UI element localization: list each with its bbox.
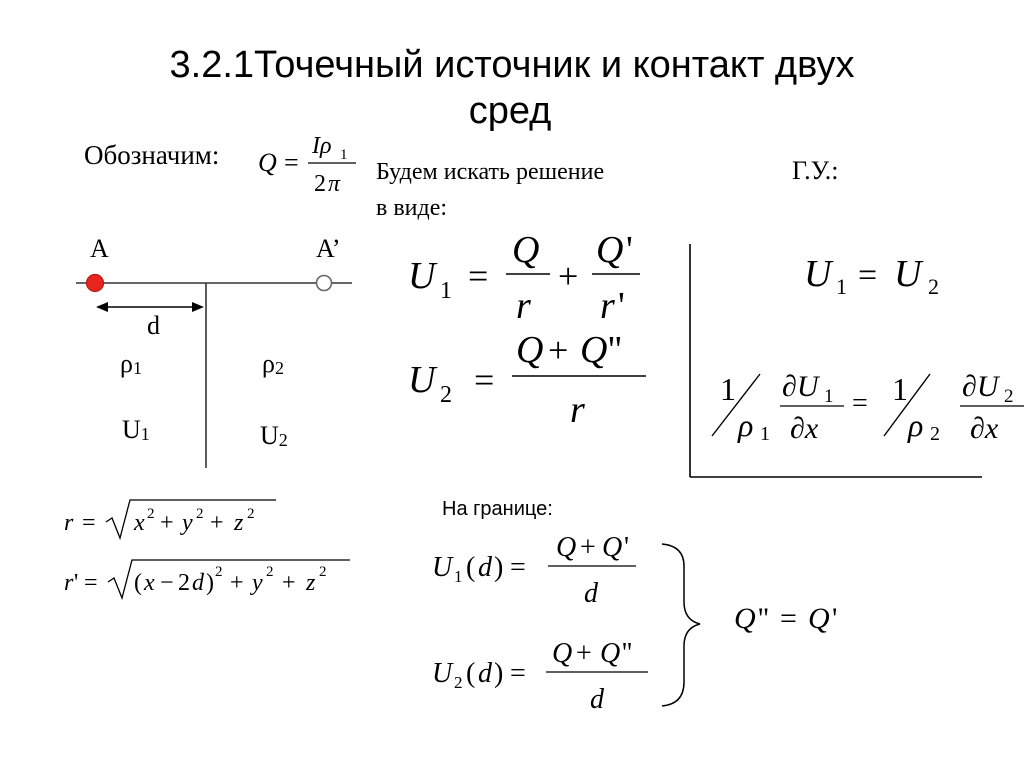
- bc-label: Г.У.:: [792, 156, 839, 185]
- svg-text:y: y: [182, 510, 193, 536]
- svg-text:∂x: ∂x: [790, 412, 819, 445]
- slide-title: [0, 42, 1024, 134]
- svg-text:2: 2: [319, 564, 327, 580]
- svg-text:'': '': [608, 329, 622, 371]
- svg-text:Q: Q: [734, 602, 756, 635]
- svg-text:Q: Q: [556, 532, 577, 563]
- svg-text:x: x: [134, 510, 145, 536]
- svg-text:2: 2: [215, 564, 223, 580]
- slide-title-line1: 3.2.1Точечный источник и контакт двух: [169, 44, 855, 86]
- svg-text:+: +: [160, 510, 174, 536]
- u2-label: U2: [260, 421, 288, 450]
- svg-text:Q: Q: [600, 638, 621, 669]
- svg-text:1: 1: [824, 386, 834, 407]
- svg-text:U: U: [432, 552, 453, 583]
- u1-solution-formula: [400, 222, 660, 332]
- point-a-label: A: [90, 234, 109, 263]
- svg-text:r: r: [570, 389, 585, 431]
- u2-solution-formula: [400, 326, 660, 436]
- svg-text:+: +: [282, 570, 296, 596]
- svg-text:U: U: [432, 658, 453, 689]
- search-text: [376, 154, 604, 226]
- point-a-prime-marker: [317, 276, 332, 291]
- svg-text:+: +: [548, 330, 569, 370]
- svg-text:1: 1: [836, 274, 847, 299]
- svg-text:Q: Q: [258, 148, 277, 177]
- svg-text:z: z: [306, 570, 316, 596]
- svg-text:': ': [74, 570, 79, 596]
- boundary-u2-formula: [428, 628, 668, 722]
- rho2-label: ρ2: [262, 349, 284, 378]
- svg-text:=: =: [84, 570, 98, 596]
- u1-label: U1: [122, 415, 150, 444]
- svg-text:1: 1: [720, 371, 736, 407]
- search-text-line1: Будем искать решение: [376, 159, 605, 185]
- svg-text:'': '': [758, 602, 769, 635]
- boundary-label: На границе:: [442, 498, 553, 520]
- bc2-formula: [700, 360, 1024, 450]
- svg-text:Q: Q: [516, 329, 544, 371]
- svg-text:U: U: [804, 253, 832, 295]
- svg-text:=: =: [858, 257, 878, 294]
- svg-text:': ': [618, 285, 625, 327]
- svg-text:=: =: [474, 360, 495, 400]
- svg-text:2: 2: [247, 506, 255, 522]
- svg-text:=: =: [510, 658, 526, 689]
- svg-text:y: y: [252, 570, 263, 596]
- svg-text:': ': [626, 229, 633, 271]
- svg-text:=: =: [780, 602, 797, 635]
- distance-arrow-right-head: [192, 302, 204, 312]
- svg-text:=: =: [510, 552, 526, 583]
- svg-text:d: d: [590, 684, 604, 715]
- svg-text:=: =: [82, 510, 96, 536]
- curly-brace: [650, 540, 710, 710]
- svg-text:2: 2: [178, 570, 190, 596]
- svg-text:x: x: [144, 570, 155, 596]
- svg-text:2: 2: [930, 423, 940, 445]
- svg-text:Q: Q: [808, 602, 830, 635]
- svg-text:∂U: ∂U: [962, 370, 999, 403]
- svg-text:1: 1: [454, 567, 463, 586]
- svg-text:': ': [624, 532, 630, 563]
- distance-label: d: [147, 311, 160, 340]
- svg-text:+: +: [558, 256, 579, 296]
- svg-text:(: (: [466, 658, 476, 689]
- svg-text:=: =: [468, 256, 489, 296]
- svg-text:1: 1: [440, 278, 452, 304]
- svg-text:2: 2: [1004, 386, 1014, 407]
- svg-text:=: =: [284, 148, 299, 177]
- svg-text:): ): [494, 552, 504, 583]
- svg-text:=: =: [852, 388, 868, 419]
- svg-text:2: 2: [266, 564, 274, 580]
- svg-text:1: 1: [340, 147, 348, 163]
- slide-title-line2: сред: [468, 90, 552, 132]
- r-definition-formula: [58, 492, 288, 548]
- svg-text:2: 2: [928, 274, 939, 299]
- contact-diagram: [70, 225, 370, 475]
- svg-text:(: (: [466, 552, 476, 583]
- svg-text:Q: Q: [580, 329, 608, 371]
- svg-text:r: r: [64, 570, 74, 596]
- svg-text:Iρ: Iρ: [312, 133, 332, 159]
- svg-text:d: d: [584, 578, 598, 609]
- svg-text:(: (: [134, 570, 142, 596]
- distance-arrow-left-head: [96, 302, 108, 312]
- svg-text:U: U: [408, 255, 436, 297]
- svg-text:Q: Q: [552, 638, 573, 669]
- point-a-marker: [87, 275, 104, 292]
- svg-text:2: 2: [454, 673, 463, 692]
- svg-text:2: 2: [440, 382, 452, 408]
- svg-text:U: U: [894, 253, 922, 295]
- svg-text:'': '': [622, 638, 633, 669]
- svg-text:r: r: [516, 285, 531, 327]
- svg-text:−: −: [160, 570, 174, 596]
- svg-text:+: +: [230, 570, 244, 596]
- result-formula: [730, 594, 870, 640]
- point-a-prime-label: A’: [316, 234, 341, 263]
- svg-text:): ): [206, 570, 214, 596]
- svg-text:π: π: [328, 171, 341, 197]
- svg-text:∂U: ∂U: [782, 370, 819, 403]
- denote-label: Обозначим:: [84, 140, 220, 170]
- svg-text:z: z: [234, 510, 244, 536]
- svg-text:r: r: [600, 285, 615, 327]
- boundary-u1-formula: [428, 522, 658, 616]
- svg-text:+: +: [576, 638, 592, 669]
- svg-text:d: d: [192, 570, 204, 596]
- svg-text:Q: Q: [596, 229, 624, 271]
- svg-text:1: 1: [760, 423, 770, 445]
- r-prime-definition-formula: [58, 552, 358, 608]
- svg-text:ρ: ρ: [908, 407, 924, 443]
- svg-text:+: +: [210, 510, 224, 536]
- svg-text:Q: Q: [602, 532, 623, 563]
- rho1-label: ρ1: [120, 349, 142, 378]
- svg-text:r: r: [64, 510, 74, 536]
- svg-text:U: U: [408, 359, 436, 401]
- svg-text:1: 1: [892, 371, 908, 407]
- svg-text:+: +: [580, 532, 596, 563]
- svg-text:∂x: ∂x: [970, 412, 999, 445]
- q-definition-formula: [252, 122, 362, 200]
- svg-text:2: 2: [196, 506, 204, 522]
- svg-text:ρ: ρ: [738, 407, 754, 443]
- svg-text:Q: Q: [512, 229, 540, 271]
- svg-text:): ): [494, 658, 504, 689]
- bc1-formula: [800, 244, 960, 304]
- search-text-line2: в виде:: [376, 195, 448, 221]
- svg-text:2: 2: [147, 506, 155, 522]
- svg-text:d: d: [478, 658, 492, 689]
- svg-text:d: d: [478, 552, 492, 583]
- svg-text:2: 2: [314, 171, 326, 197]
- svg-text:': ': [832, 602, 838, 635]
